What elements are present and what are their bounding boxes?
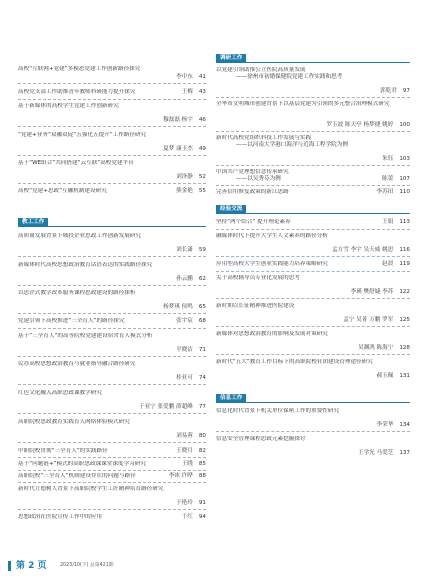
entry-author: 夏梦 康玉杰 [163, 146, 193, 152]
entry-author: 罗玉波 陈天亭 杨梦捷 姚婷 [326, 122, 394, 128]
entry-author: 孟宁 吴菁 万鹏 罗军 [343, 317, 394, 323]
entry-author: 于艳玲 [176, 500, 193, 506]
divider [18, 83, 206, 84]
divider [216, 229, 410, 230]
entry-author: 王梅 [181, 89, 193, 95]
entry-author: 吴渊鸿 陈海宁 [357, 345, 394, 351]
entry-title: 信息化时代背景下机关单位保密工作的重要性研究 [216, 408, 340, 414]
entry-page: 116 [399, 247, 410, 253]
entry-author: 桂亚可 [176, 375, 193, 381]
entry-title: 党建引领下高校推进“三全育人”的路径探究 [18, 318, 125, 324]
issue-info: 2023/10(下) 总第421期 [60, 563, 114, 568]
entry-title: 关于高校辅导员专业化发展的思考 [216, 275, 300, 281]
entry-page: 46 [198, 117, 206, 123]
section-rule [18, 226, 206, 227]
entry-title: 应用型高校大学生创业实践能力培养策略研究 [216, 261, 328, 267]
entry-title: 以党建引领助推公立医院高质量发展 [216, 67, 306, 73]
entry-page: 82 [198, 448, 206, 454]
section-header-information [216, 394, 410, 402]
entry-author: 王娟 [382, 219, 394, 225]
entry-title: 基于“三全育人”的高等院校党建建设宿舍育人模式分析 [18, 333, 153, 339]
divider [216, 354, 410, 355]
toc-entry[interactable] [216, 331, 410, 351]
divider [18, 509, 206, 510]
divider [18, 155, 206, 156]
toc-entry[interactable] [216, 101, 410, 128]
toc-entry[interactable] [18, 419, 206, 439]
entry-author: 张宇宸 [176, 318, 193, 324]
section-label: 调研工作 [216, 54, 246, 62]
entry-subtitle: ——徐州市初婚保健院党建工作实践和思考 [236, 74, 343, 80]
entry-page: 137 [399, 450, 410, 456]
entry-page: 77 [198, 404, 206, 410]
divider [18, 285, 206, 286]
toc-entry[interactable] [216, 135, 410, 162]
entry-author: 刘长潇 [176, 247, 193, 253]
entry-title: 高校党支部工作助推青年教师科研能力提升探究 [18, 89, 136, 95]
entry-author: 于亚宁 张爱鹏 薛超峰 [138, 404, 193, 410]
toc-entry[interactable] [216, 359, 410, 379]
entry-page: 134 [399, 422, 410, 428]
toc-entry[interactable] [18, 233, 206, 253]
entry-author: 于红 [181, 514, 193, 520]
divider [18, 482, 206, 483]
entry-page: 131 [399, 373, 410, 379]
page-footer [8, 551, 419, 571]
toc-entry[interactable] [18, 486, 206, 506]
divider [216, 326, 410, 327]
entry-author: 刘泽静 [176, 174, 193, 180]
divider [216, 256, 410, 257]
section-rule [216, 62, 410, 63]
entry-page: 52 [198, 174, 206, 180]
entry-page: 107 [399, 176, 410, 182]
entry-page: 119 [399, 261, 410, 267]
entry-title: 高职院校“三全育人”机制建设存在的问题与路径 [18, 473, 136, 479]
divider [18, 442, 206, 443]
divider [18, 313, 206, 314]
toc-entry[interactable] [18, 89, 206, 96]
entry-page: 55 [198, 188, 206, 194]
entry-page: 125 [399, 317, 410, 323]
toc-entry[interactable] [216, 408, 410, 428]
divider [18, 384, 206, 385]
toc-entry[interactable] [216, 233, 410, 253]
divider [18, 328, 206, 329]
toc-entry[interactable] [18, 290, 206, 310]
entry-author: 李荣华 [376, 422, 394, 428]
section-label: 信息工作 [216, 394, 246, 402]
divider [216, 271, 410, 272]
toc-entry[interactable] [18, 473, 206, 480]
divider [216, 97, 410, 98]
entry-page: 97 [402, 88, 410, 94]
entry-author: 李冰 许晔 [168, 473, 193, 479]
entry-title: 民办高校思想政治教育与就业指导融合路径研究 [18, 361, 136, 367]
entry-subtitle: ——以河南大学港口海洋与近海工程学院为例 [236, 142, 348, 148]
toc-entry[interactable] [18, 361, 206, 381]
entry-author: 刘易蓉 [176, 433, 193, 439]
entry-author: 郝玉佩 [376, 373, 394, 379]
toc-entry[interactable] [216, 436, 410, 456]
entry-author: 李苏田 [376, 189, 394, 195]
section-header-research [216, 54, 410, 62]
section-label: 经验交流 [216, 205, 246, 213]
entry-author: 王晓月 [176, 448, 193, 454]
toc-entry[interactable] [18, 160, 206, 180]
page-number: 第 2 页 [16, 561, 47, 571]
entry-page: 68 [198, 318, 206, 324]
entry-author: 王学光 马爱芝 [357, 450, 394, 456]
entry-title: 高职院校思政教育实践育人网络体验模式研究 [18, 419, 130, 425]
divider [18, 126, 206, 127]
toc-entry[interactable] [18, 66, 206, 80]
toc-entry[interactable] [18, 514, 206, 521]
entry-title: 高校“党建+思政”互融机制建设研究 [18, 188, 107, 194]
entry-title: “党建+业务”双融双促“五强化五提升”工作路径研究 [18, 132, 147, 138]
section-rule [216, 402, 410, 403]
section-header-teaching [18, 218, 206, 226]
entry-page: 122 [399, 289, 410, 295]
divider [18, 470, 206, 471]
entry-title: 新媒体时代高校思想政治教育话语表达的实践路径探究 [18, 262, 153, 268]
entry-title: 基于“问题链+”模式的高职思政课课堂深度学习研究 [18, 461, 146, 467]
entry-author: 陈蕾 [382, 176, 394, 182]
entry-page: 71 [198, 347, 206, 353]
entry-title: 新时代高校党组织科技工作发展与实践 [216, 135, 312, 141]
entry-author: 孙云鹏 [176, 276, 193, 282]
section-label: 教工工作 [18, 218, 48, 226]
entry-title: 中职院校贯彻“三全育人”的实践路径 [18, 448, 108, 454]
toc-entry[interactable] [216, 169, 410, 183]
entry-page: 49 [198, 146, 206, 152]
entry-page: 103 [399, 156, 410, 162]
toc-entry[interactable] [216, 261, 410, 268]
divider [216, 165, 410, 166]
toc-entry[interactable] [18, 132, 206, 152]
toc-entry[interactable] [216, 275, 410, 295]
entry-title: 全华市文明城市创建背景下以基层党建为引领的多元整合治理模式研究 [216, 101, 390, 107]
divider [18, 99, 206, 100]
entry-author: 赵晨 [382, 261, 394, 267]
footer-accent-bar [8, 561, 11, 571]
entry-title: 高质量发展背景下城投企业思政工作创新发展研究 [18, 233, 142, 239]
toc-entry[interactable] [18, 448, 206, 455]
entry-page: 65 [198, 304, 206, 310]
toc-entry[interactable] [216, 303, 410, 323]
divider [18, 183, 206, 184]
entry-title: 红色文化融入高职思政课教学研究 [18, 390, 102, 396]
section-rule [216, 213, 410, 214]
entry-page: 88 [198, 473, 206, 479]
entry-author: 李瑛 樊舒婕 李苏 [350, 289, 394, 295]
entry-title: 思想政治在医院宣传工作中的应用 [18, 514, 102, 520]
divider [18, 356, 206, 357]
entry-title: 完善信用修复政策的新江思路 [216, 189, 289, 195]
entry-title: 坚持“两个结合” 提升理论素养 [216, 219, 291, 225]
toc-entry[interactable] [18, 262, 206, 282]
toc-entry[interactable] [18, 390, 206, 410]
entry-page: 59 [198, 247, 206, 253]
entry-title: 以思企式教学改革服务课程思政建设的路径探析 [18, 290, 136, 296]
divider [216, 131, 410, 132]
entry-subtitle: ——以吴秀芬为例 [236, 176, 281, 182]
entry-title: 新时代“五大”教育工作目标下的高职院校社团建设管理途径研究 [216, 359, 373, 365]
divider [216, 298, 410, 299]
entry-title: 基于新媒体的高校学生党建工作创新研究 [18, 103, 119, 109]
entry-page: 74 [198, 375, 206, 381]
entry-title: 中国共产党理想信念传承研究 [216, 169, 289, 175]
divider [18, 256, 206, 257]
divider [216, 431, 410, 432]
entry-page: 113 [399, 219, 410, 225]
toc-entry[interactable] [18, 461, 206, 468]
divider [18, 457, 206, 458]
section-header-experience [216, 205, 410, 213]
divider [216, 185, 410, 186]
entry-title: 新时代立德树人背景下高职院校学生工匠精神培育路径研究 [18, 486, 164, 492]
entry-page: 128 [399, 345, 410, 351]
entry-page: 80 [198, 433, 206, 439]
entry-page: 91 [198, 500, 206, 506]
entry-page: 62 [198, 276, 206, 282]
entry-author: 杨梦琪 侯鸣 [163, 304, 193, 310]
entry-author: 平晓洁 [176, 347, 193, 353]
entry-page: 85 [198, 461, 206, 467]
toc-entry[interactable] [18, 188, 206, 195]
entry-page: 43 [198, 89, 206, 95]
entry-title: 高校“互联网+党建”多模态党建工作创新路径探究 [18, 66, 141, 72]
entry-title: 融媒体时代下提升大学生人文素养的路径分析 [216, 233, 328, 239]
entry-author: 熊金艳 [176, 188, 193, 194]
entry-title: 新媒体对思想政治教育的影响及发展对策研究 [216, 331, 328, 337]
toc-entry[interactable] [18, 333, 206, 353]
toc-entry[interactable] [18, 318, 206, 325]
entry-author: 穆磊磊 杨宇 [163, 117, 193, 123]
entry-page: 100 [399, 122, 410, 128]
entry-title: 基于“WE组合”共同搭建“云互联”高校党建平台 [18, 160, 134, 166]
toc-entry[interactable] [216, 219, 410, 226]
entry-page: 94 [198, 514, 206, 520]
entry-author: 王晓 [181, 461, 193, 467]
entry-title: 新时期以长征精神推进医院建设 [216, 303, 295, 309]
entry-page: 41 [198, 74, 206, 80]
toc-entry[interactable] [216, 189, 410, 196]
entry-author: 孟方雪 李宇 吴天威 姚思 [332, 247, 394, 253]
toc-entry[interactable] [216, 67, 410, 94]
entry-title: 信息安全管理课程思政元素挖掘探讨 [216, 436, 306, 442]
entry-author: 郭乾君 [380, 88, 397, 94]
divider [18, 413, 206, 414]
entry-author: 李中东 [176, 74, 193, 80]
entry-author: 朱钰 [382, 156, 394, 162]
entry-page: 110 [399, 189, 410, 195]
toc-entry[interactable] [18, 103, 206, 123]
